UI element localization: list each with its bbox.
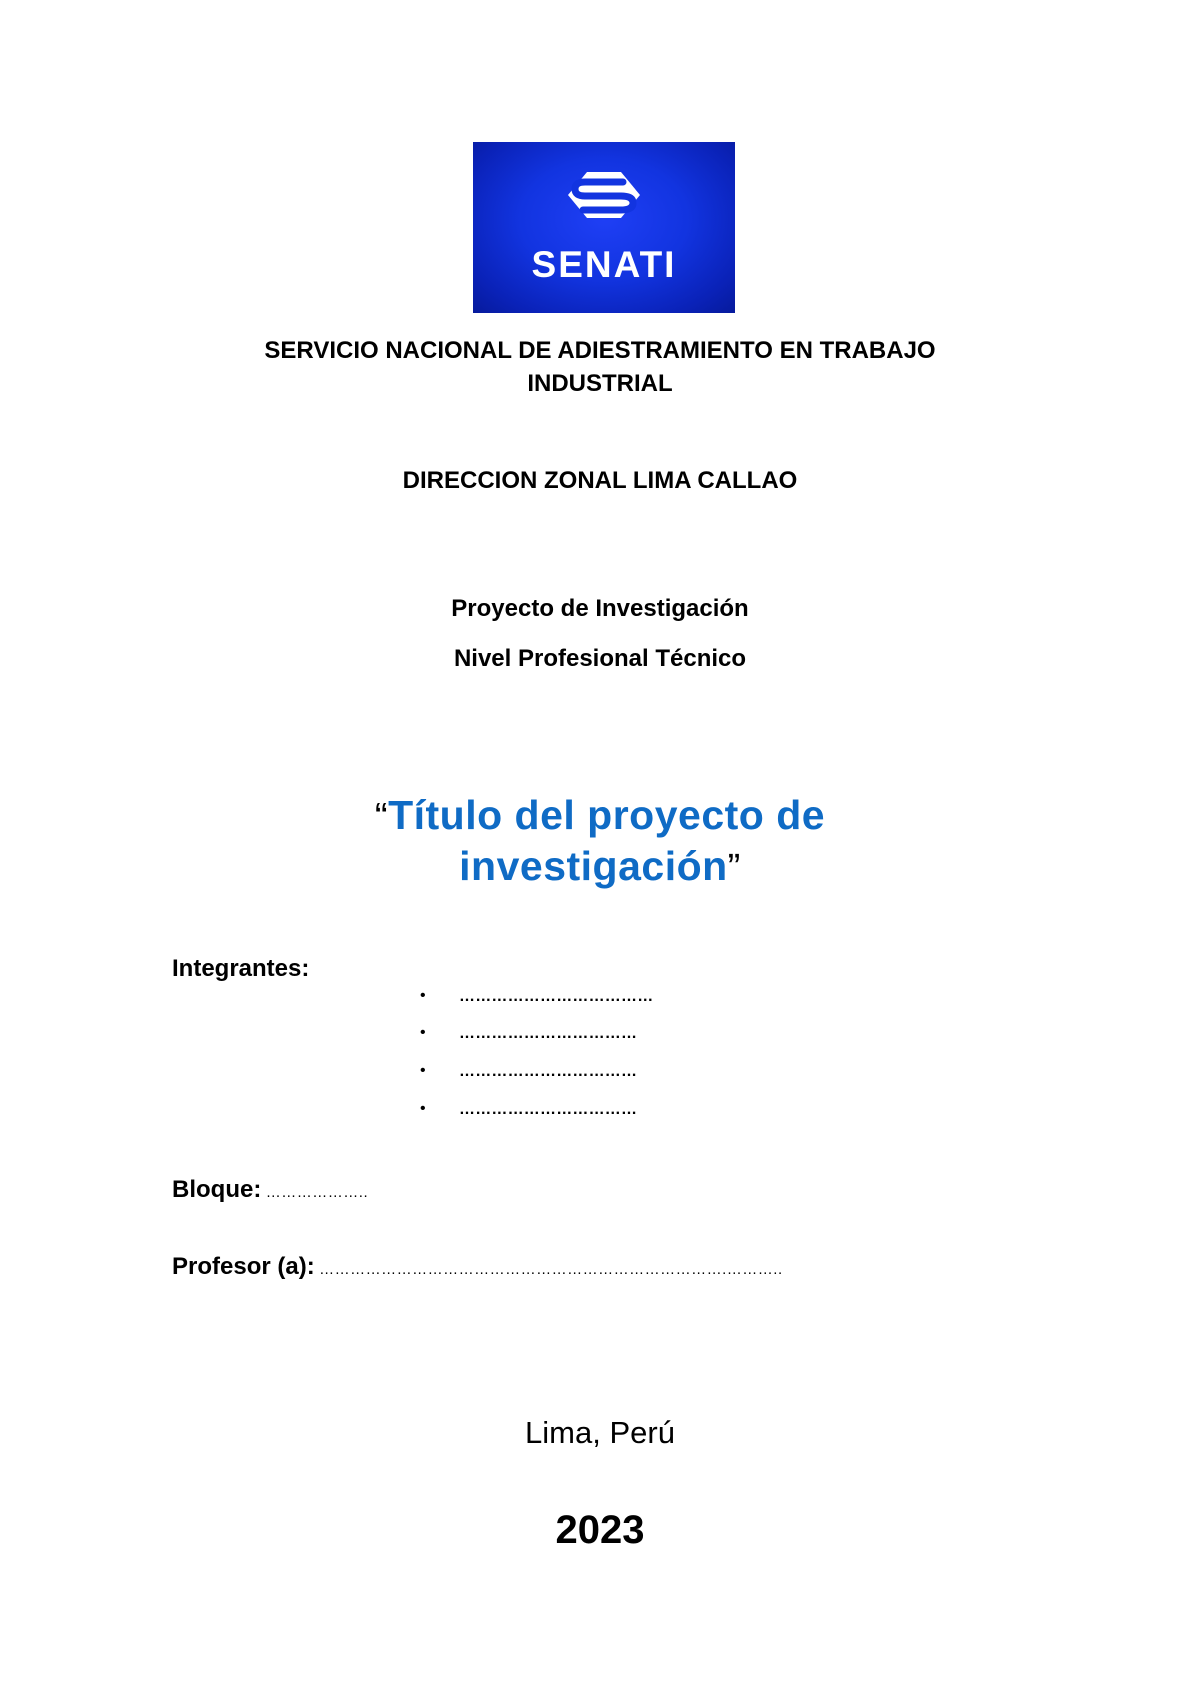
teacher-field (172, 1253, 783, 1281)
member-name: …………………………… (459, 1101, 638, 1118)
bullet-icon: • (420, 1100, 426, 1117)
bullet-icon: • (420, 1024, 426, 1041)
institution-name (0, 334, 1200, 400)
open-quote: “ (374, 796, 389, 838)
title-text-2: investigación (459, 843, 728, 889)
project-type: Proyecto de Investigación (451, 595, 749, 622)
title-line-1 (0, 791, 1200, 842)
member-name: …………………………… (459, 1063, 638, 1080)
members-label: Integrantes: (172, 955, 310, 982)
senati-s-hexagon-icon (473, 142, 735, 313)
block-field (172, 1176, 368, 1204)
teacher-value: …………………………………………………………………….……….. (319, 1261, 783, 1278)
teacher-label: Profesor (a): (172, 1253, 315, 1280)
zone-heading: DIRECCION ZONAL LIMA CALLAO (402, 467, 798, 494)
bullet-icon: • (420, 987, 426, 1004)
senati-logo (473, 142, 735, 313)
logo-wordmark: SENATI (531, 244, 677, 285)
bullet-icon: • (420, 1062, 426, 1079)
block-value: ……………….. (265, 1184, 369, 1201)
year: 2023 (555, 1508, 645, 1552)
member-name: …………………………… (459, 1025, 638, 1042)
block-label: Bloque: (172, 1176, 262, 1203)
place: Lima, Perú (525, 1415, 675, 1450)
title-text-1: Título del proyecto de (388, 792, 826, 838)
project-title (0, 791, 1200, 893)
title-line-2 (0, 842, 1200, 893)
close-quote: ” (727, 847, 741, 889)
institution-line-1: SERVICIO NACIONAL DE ADIESTRAMIENTO EN TRABAJO (264, 337, 936, 364)
institution-line-2: INDUSTRIAL (527, 370, 673, 397)
level-heading: Nivel Profesional Técnico (453, 645, 747, 672)
member-name: ……………………………… (459, 988, 654, 1005)
